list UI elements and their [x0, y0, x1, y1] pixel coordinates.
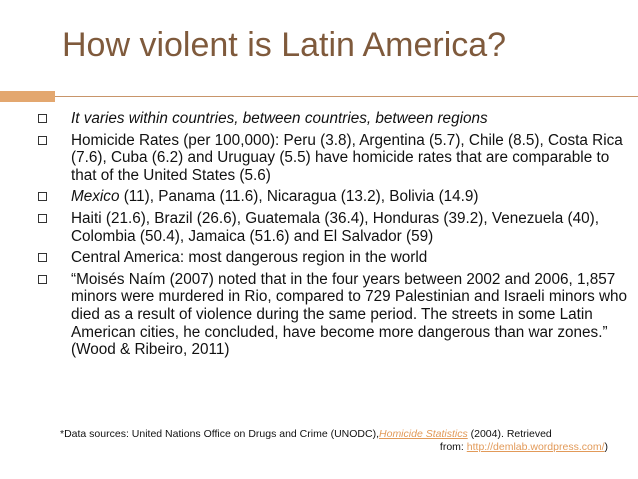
source-footnote — [60, 428, 608, 454]
bullet-segment: “Moisés Naím (2007) noted that in the four years between 2002 and 2006, 1,857 minors were murdered in Rio, compared to 729 Palestinian and Israeli minors who died as a result of violence during the same period. The streets in some Latin American cities, he concluded, have become more dangerous than war zones.” (Wood & Ribeiro, 2011) — [71, 270, 628, 359]
bullet-segment: Central America: most dangerous region in the world — [71, 249, 428, 267]
footnote-source-line — [60, 441, 608, 454]
bullet-item — [38, 210, 628, 245]
bullet-segment: Mexico — [71, 188, 120, 206]
footnote-prefix: *Data sources: United Nations Office on Drugs and Crime (UNODC), — [60, 428, 380, 440]
slide-title: How violent is Latin America? — [62, 26, 507, 64]
bullet-text — [71, 271, 627, 358]
square-bullet-icon — [38, 214, 47, 223]
bullet-item — [38, 249, 628, 267]
bullet-segment: Haiti (21.6), Brazil (26.6), Guatemala (36.4), Honduras (39.2), Venezuela (40), Colombia (50.4), Jamaica (51.6) and El Salvador (59) — [71, 209, 599, 245]
bullet-list — [38, 110, 628, 363]
bullet-item — [38, 132, 628, 185]
bullet-text — [71, 132, 623, 184]
square-bullet-icon — [38, 114, 47, 123]
homicide-statistics-link[interactable]: Homicide Statistics — [379, 428, 468, 440]
square-bullet-icon — [38, 136, 47, 145]
square-bullet-icon — [38, 192, 47, 201]
title-divider-line — [55, 96, 638, 97]
footnote-suffix: ) — [604, 441, 608, 453]
bullet-text — [71, 110, 488, 127]
square-bullet-icon — [38, 275, 47, 284]
source-url-link[interactable]: http://demlab.wordpress.com/ — [466, 441, 605, 453]
bullet-item — [38, 188, 628, 206]
bullet-item — [38, 110, 628, 128]
bullet-segment: (11), Panama (11.6), Nicaragua (13.2), Bolivia (14.9) — [119, 188, 479, 206]
bullet-item — [38, 271, 628, 359]
bullet-text — [71, 249, 427, 266]
bullet-text — [71, 210, 599, 245]
bullet-text — [71, 188, 479, 205]
footnote-from-label: from: — [439, 441, 467, 453]
bullet-segment: It varies within countries, between countries, between regions — [71, 110, 488, 127]
bullet-segment: Homicide Rates (per 100,000): Peru (3.8), Argentina (5.7), Chile (8.5), Costa Rica (7.6), Cuba (6.2) and Uruguay (5.5) have homicide rates that are comparable to that of the United States (5.6) — [71, 131, 623, 184]
title-accent-bar — [0, 91, 55, 102]
footnote-middle: (2004). Retrieved — [467, 428, 552, 440]
square-bullet-icon — [38, 253, 47, 262]
